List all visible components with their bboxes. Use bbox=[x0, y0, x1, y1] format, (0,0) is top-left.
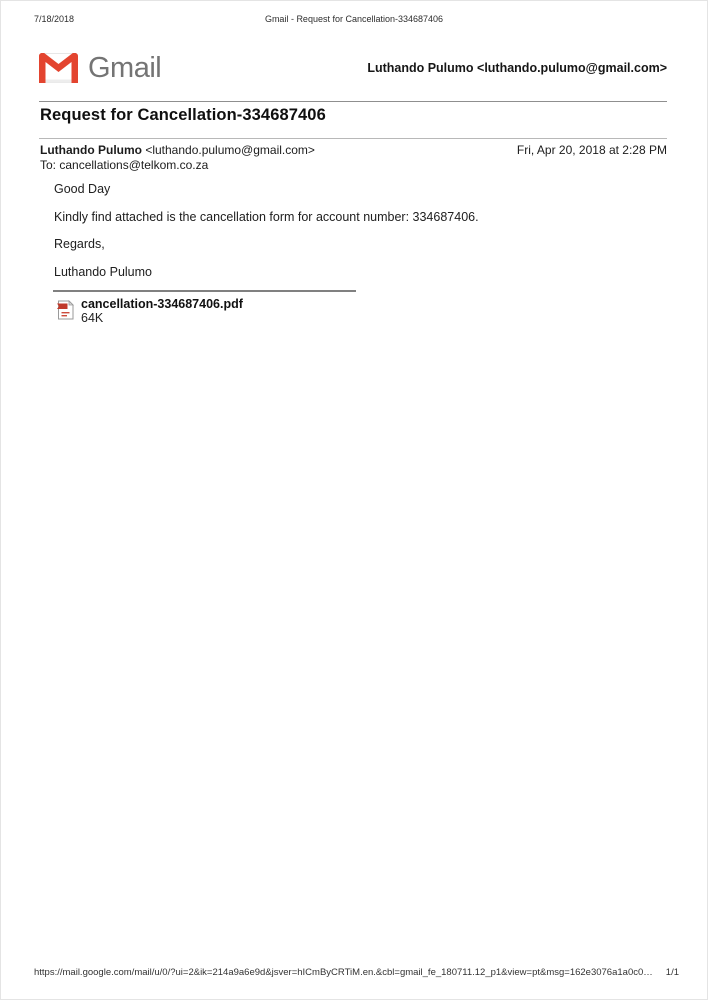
attachment-divider bbox=[53, 290, 356, 292]
subject-divider bbox=[39, 138, 667, 139]
body-paragraph: Good Day bbox=[54, 182, 111, 196]
brand-row bbox=[39, 49, 667, 93]
footer-url: https://mail.google.com/mail/u/0/?ui=2&ik=214a9a6e9d&jsver=hICmByCRTiM.en.&cbl=gmail_fe_180711.12_p1&view=pt&msg=162e3076a1a0c0… bbox=[34, 967, 653, 978]
attachment-size: 64K bbox=[81, 311, 104, 325]
to-line: To: cancellations@telkom.co.za bbox=[40, 158, 209, 172]
body-paragraph: Kindly find attached is the cancellation form for account number: 334687406. bbox=[54, 209, 479, 224]
attachment-filename[interactable]: cancellation-334687406.pdf bbox=[81, 297, 243, 311]
gmail-logo bbox=[39, 53, 161, 83]
from-email: <luthando.pulumo@gmail.com> bbox=[141, 143, 315, 157]
attachment-item bbox=[57, 298, 243, 325]
message-date: Fri, Apr 20, 2018 at 2:28 PM bbox=[516, 143, 667, 157]
from-name: Luthando Pulumo bbox=[40, 143, 142, 157]
attachment-info bbox=[81, 298, 243, 325]
print-date: 7/18/2018 bbox=[34, 14, 75, 24]
email-subject: Request for Cancellation-334687406 bbox=[40, 106, 326, 124]
print-header bbox=[1, 14, 707, 26]
gmail-logo-text: Gmail bbox=[88, 52, 162, 84]
pdf-icon bbox=[57, 298, 74, 320]
account-owner: Luthando Pulumo <luthando.pulumo@gmail.com> bbox=[367, 61, 667, 75]
body-paragraph: Regards, bbox=[54, 237, 105, 251]
from-line bbox=[40, 143, 667, 157]
message-body bbox=[54, 183, 614, 293]
header-divider bbox=[39, 101, 667, 102]
print-footer bbox=[34, 967, 679, 979]
page-indicator: 1/1 bbox=[665, 967, 679, 978]
gmail-envelope-icon bbox=[39, 53, 78, 83]
body-paragraph: Luthando Pulumo bbox=[54, 264, 152, 279]
print-title: Gmail - Request for Cancellation-334687406 bbox=[264, 14, 444, 24]
